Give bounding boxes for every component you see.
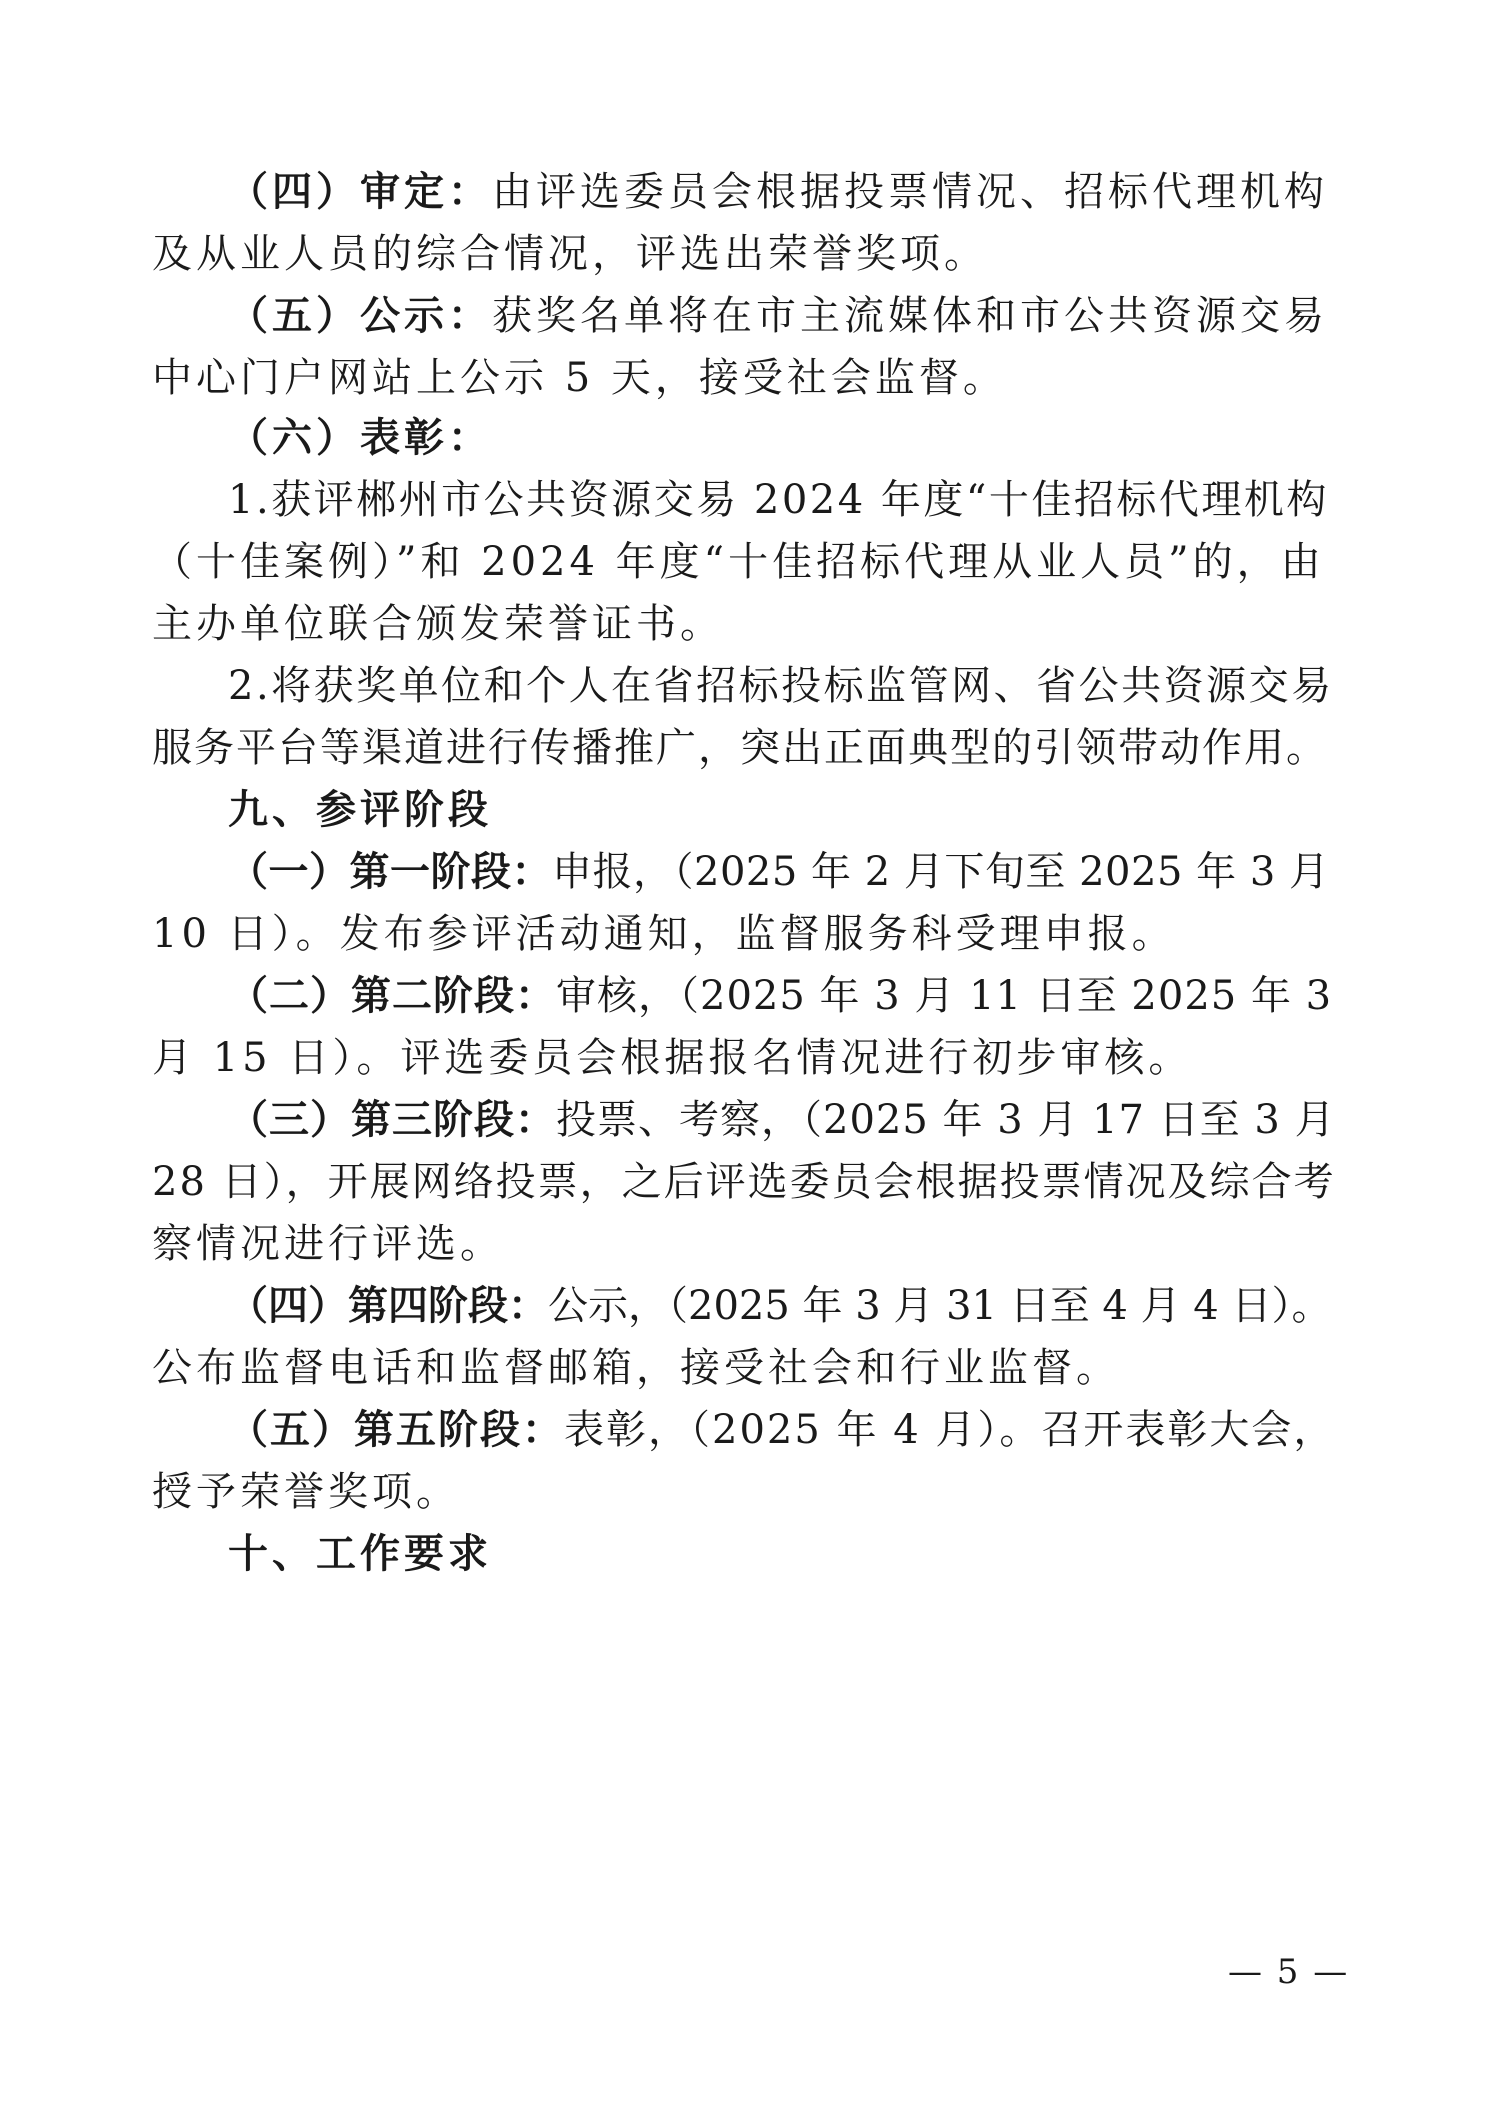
phase4-heading: （四）第四阶段： (228, 1282, 548, 1329)
commendation-item1-line2: （十佳案例）”和 2024 年度“十佳招标代理从业人员”的，由 (152, 539, 1325, 585)
commendation-item2-line2: 服务平台等渠道进行传播推广，突出正面典型的引领带动作用。 (152, 725, 1328, 771)
phase3-line3: 察情况进行评选。 (152, 1221, 504, 1267)
phase4-line1 (228, 1280, 1331, 1332)
phase5-line1 (228, 1404, 1335, 1456)
section-publicity-line2: 中心门户网站上公示 5 天，接受社会监督。 (152, 355, 1007, 401)
section-publicity-line1 (228, 290, 1328, 342)
phase4-text: 公示，（2025 年 3 月 31 日至 4 月 4 日）。 (548, 1283, 1332, 1329)
phase3-line1 (228, 1094, 1336, 1146)
phase5-heading: （五）第五阶段： (228, 1406, 564, 1453)
page-number: — 5 — (1228, 1952, 1350, 1992)
phase4-line2: 公布监督电话和监督邮箱，接受社会和行业监督。 (152, 1345, 1120, 1391)
section-publicity-text: 获奖名单将在市主流媒体和市公共资源交易 (492, 293, 1328, 339)
phase3-line2: 28 日），开展网络投票，之后评选委员会根据投票情况及综合考 (152, 1159, 1336, 1205)
phase2-line2: 月 15 日）。评选委员会根据报名情况进行初步审核。 (152, 1035, 1193, 1081)
phase3-heading: （三）第三阶段： (228, 1096, 556, 1143)
phase3-text: 投票、考察，（2025 年 3 月 17 日至 3 月 (556, 1097, 1336, 1143)
section-review-heading: （四）审定： (228, 168, 492, 215)
commendation-item2-line1: 2.将获奖单位和个人在省招标投标监管网、省公共资源交易 (228, 663, 1334, 709)
chapter9-title: 九、参评阶段 (228, 786, 492, 833)
section-review-text: 由评选委员会根据投票情况、招标代理机构 (492, 169, 1328, 215)
phase5-line2: 授予荣誉奖项。 (152, 1469, 460, 1515)
phase2-text: 审核，（2025 年 3 月 11 日至 2025 年 3 (556, 973, 1333, 1019)
chapter10-title: 十、工作要求 (228, 1530, 492, 1577)
commendation-item1-line1: 1.获评郴州市公共资源交易 2024 年度“十佳招标代理机构 (228, 477, 1329, 523)
phase1-line2: 10 日）。发布参评活动通知，监督服务科受理申报。 (152, 911, 1176, 957)
phase2-line1 (228, 970, 1332, 1022)
commendation-item1-line3: 主办单位联合颁发荣誉证书。 (152, 601, 724, 647)
section-review-line1 (228, 166, 1328, 218)
phase2-heading: （二）第二阶段： (228, 972, 556, 1019)
phase1-line1 (228, 846, 1330, 898)
phase1-text: 申报，（2025 年 2 月下旬至 2025 年 3 月 (552, 849, 1330, 895)
phase1-heading: （一）第一阶段： (228, 848, 552, 895)
section-commendation-heading: （六）表彰： (228, 414, 492, 461)
section-review-line2: 及从业人员的综合情况，评选出荣誉奖项。 (152, 231, 988, 277)
phase5-text: 表彰，（2025 年 4 月）。召开表彰大会， (564, 1407, 1336, 1453)
section-publicity-heading: （五）公示： (228, 292, 492, 339)
